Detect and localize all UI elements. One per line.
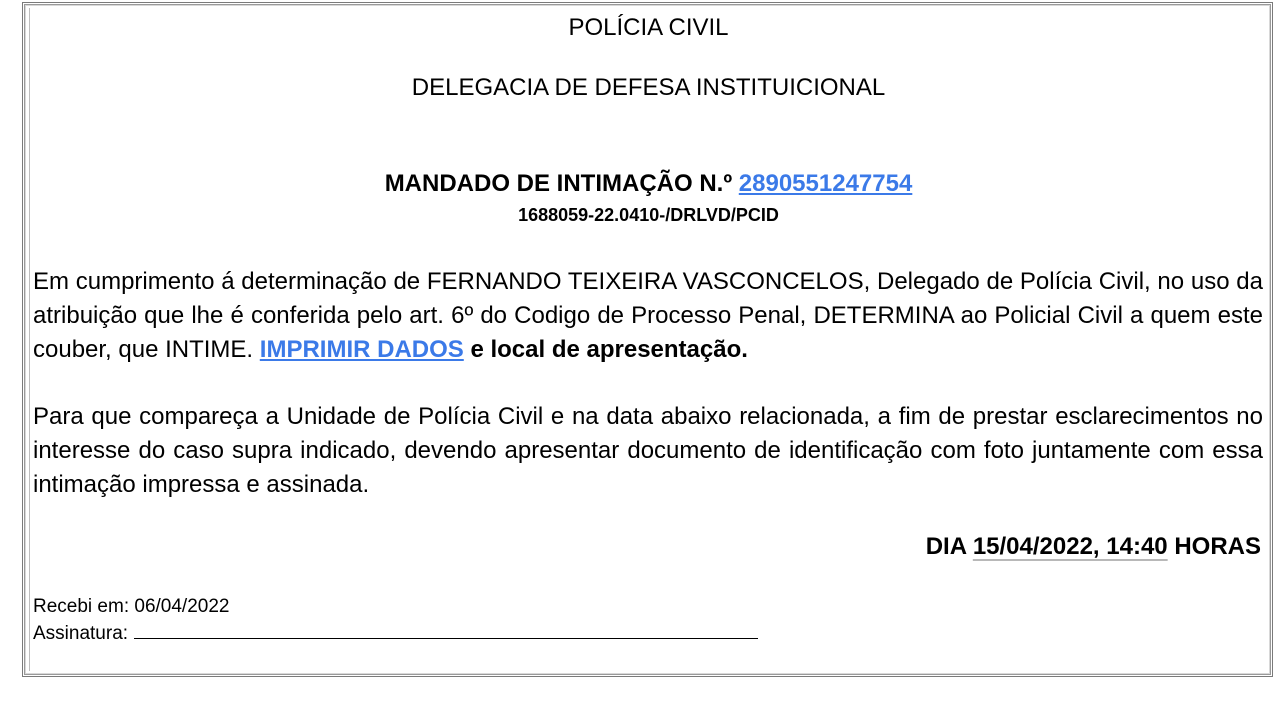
print-data-link[interactable]: IMPRIMIR DADOS [259, 336, 464, 363]
presentation-location-text: e local de apresentação. [470, 336, 748, 363]
warrant-title-prefix: MANDADO DE INTIMAÇÃO N.º [384, 170, 733, 197]
determination-paragraph [33, 265, 1263, 367]
received-date: Recebi em: 06/04/2022 [33, 596, 230, 617]
case-code: 1688059-22.0410-/DRLVD/PCID [518, 205, 779, 225]
appointment-date-time: 15/04/2022, 14:40 [972, 533, 1168, 560]
signature-row [33, 620, 758, 647]
instructions-paragraph: Para que compareça a Unidade de Polícia Civil e na data abaixo relacionada, a fim de prestar esclarecimentos no interesse do caso supra indicado, devendo apresentar documento de identificação com foto juntamente com essa intimação impressa e assinada. [33, 403, 1263, 498]
determination-text: Em cumprimento á determinação de FERNANDO TEIXEIRA VASCONCELOS, Delegado de Polícia Civil, no uso da atribuição que lhe é conferida pelo art. 6º do Codigo de Processo Penal, DETERMINA ao Policial Civil a quem este couber, que INTIME. [33, 268, 1263, 363]
warrant-document [22, 2, 1273, 677]
appointment-datetime [926, 533, 1261, 561]
signature-line [134, 620, 758, 639]
signature-label: Assinatura: [33, 623, 129, 644]
organization-title: POLÍCIA CIVIL [568, 14, 729, 41]
department-title: DELEGACIA DE DEFESA INSTITUICIONAL [411, 74, 886, 101]
appointment-suffix: HORAS [1174, 533, 1261, 560]
warrant-number-link[interactable]: 2890551247754 [738, 170, 913, 197]
receipt-section [33, 593, 758, 647]
appointment-prefix: DIA [925, 533, 967, 560]
warrant-heading [23, 170, 1274, 198]
